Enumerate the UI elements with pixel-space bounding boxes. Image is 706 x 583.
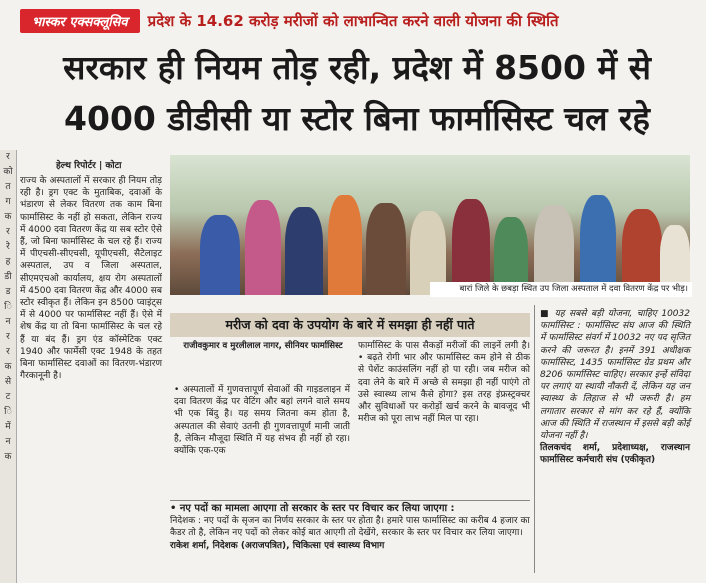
headline-line-2: 4000 डीडीसी या स्टोर बिना फार्मासिस्ट चल रहे — [64, 99, 650, 138]
article-column-1: राज्य के अस्पतालों में सरकार ही नियम तोड़ रही है। ड्रग एक्ट के मुताबिक, दवाओं के भंडारण से लेकर वितरण तक काम बिना फार्मासिस्ट के नहीं हो सकता, लेकिन राज्य में 4000 दवा वितरण केंद्र या सब स्टोर ऐसे हैं, जो बिना फार्मासिस्ट के चल रहे हैं। राज्य में पीएचसी-सीएचसी, यूपीएचसी, सैटेलाइट अस्पताल, उप व जिला अस्पताल, सीएमएचओ कार्यालय, क्षय रोग अस्पतालों में 4500 दवा वितरण केंद्र और 4000 सब स्टोर स्वीकृत हैं। लेकिन इन 8500 प्वाइंट्स में से 4000 पर फार्मासिस्ट नहीं हैं। ऐसे में शेष केंद्र या तो बिना फार्मासिस्ट के चल रहे हैं या बंद हैं। ड्रग एंड कॉस्मेटिक एक्ट 1940 और फार्मेसी एक्ट 1948 के तहत बिना फार्मासिस्ट दवाओं का वितरण-भंडारण गैरकानूनी है। — [20, 176, 162, 382]
strip-glyph: र — [6, 332, 10, 342]
brand-label: भास्कर एक्सक्लूसिव — [20, 9, 140, 33]
strip-glyph: क — [4, 452, 12, 462]
statement-lead: • नए पदों का मामला आएगा तो सरकार के स्तर पर विचार कर लिया जाएगा : — [170, 503, 455, 514]
strip-glyph: र — [6, 227, 10, 237]
strip-glyph: ह — [5, 257, 11, 267]
sidebar-quote — [540, 308, 690, 467]
kicker-text: प्रदेश के 14.62 करोड़ मरीजों को लाभान्वित करने वाली योजना की स्थिति — [147, 12, 559, 30]
strip-glyph: क — [4, 362, 12, 372]
director-statement — [170, 503, 530, 552]
strip-glyph: ि — [4, 407, 12, 417]
statement-signature: राकेश शर्मा, निदेशक (अराजपत्रित), चिकित्सा एवं स्वास्थ्य विभाग — [170, 540, 385, 551]
adjacent-column-strip — [0, 150, 17, 583]
byline-pharmacists: राजीवकुमार व मुरलीलाल नागर, सीनियर फार्मासिस्ट — [183, 341, 343, 351]
section-divider — [170, 500, 530, 501]
strip-glyph: ग — [5, 197, 11, 207]
column-divider — [534, 305, 535, 573]
strip-glyph: र — [6, 347, 10, 357]
strip-glyph: न — [5, 317, 11, 327]
headline-line-1: सरकार ही नियम तोड़ रही, प्रदेश में 8500 में से — [63, 48, 651, 87]
strip-glyph: न — [5, 437, 11, 447]
strip-glyph: रे — [6, 242, 10, 252]
strip-glyph: में — [5, 422, 11, 432]
strip-glyph: को — [3, 167, 13, 177]
strip-glyph: ट — [5, 392, 11, 402]
strip-glyph: क — [4, 212, 12, 222]
article-column-2: • अस्पतालों में गुणवत्तापूर्ण सेवाओं की गाइडलाइन में दवा वितरण केंद्र पर वेटिंग और बहां लगने वाले समय भी एक बिंदु है। यह समय जितना कम होता है, अस्पताल की सेवाएं उतनी ही गुणवत्तापूर्ण मानी जाती है, लेकिन मौजूदा स्थिति में यह संभव ही नहीं हो रहा। क्योंकि एक-एक — [174, 385, 350, 457]
sidebar-signature: तिलकचंद शर्मा, प्रदेशाध्यक्ष, राजस्थान फार्मासिस्ट कर्मचारी संघ (एकीकृत) — [540, 443, 690, 466]
sidebar-text: ■ यह सबसे बड़ी योजना, चाहिए 10032 फार्मासिस्ट : फार्मासिस्ट संघ आज की स्थिति में फार्मासिस्ट संवर्ग में 10032 नए पद सृजित करने की जरूरत है। इनमें 391 अधीक्षक फार्मासिस्ट, 1435 फार्मासिस्ट ग्रेड प्रथम और 8206 फार्मासिस्ट चाहिए। सरकार इन्हें संविदा पर लगाएं या स्थायी नौकरी दें, लेकिन यह जन स्वास्थ्य के लिहाज से भी जरूरी है। हम लगातार सरकार से मांग कर रहे हैं, क्योंकि आज की स्थिति में राजस्थान में इससे बड़ी कोई योजना नहीं है। — [540, 309, 690, 442]
masthead — [20, 8, 559, 34]
hospital-crowd-photo — [170, 155, 690, 295]
strip-glyph: से — [4, 377, 12, 387]
byline: हेल्थ रिपोर्टर | कोटा — [56, 161, 122, 171]
article-column-3: फार्मासिस्ट के पास सैकड़ों मरीजों की लाइनें लगी है। • बढ़ते रोगी भार और फार्मासिस्ट कम होने से ठीक से पेशेंट काउंसलिंग नहीं हो पा रही। जब मरीज को दवा लेने के बारे में अच्छे से समझा ही नहीं पाएंगे तो उसे स्वास्थ्य लाभ कैसे होगा? इस तरह इंफ्रस्ट्रक्चर और सुविधाओं पर करोड़ों खर्च करने के बावजूद भी मरीज को पूरा लाभ नहीं मिल पा रहा। — [358, 341, 530, 425]
strip-glyph: त — [5, 182, 11, 192]
strip-glyph: डी — [4, 272, 12, 282]
subheading: मरीज को दवा के उपयोग के बारे में समझा ही नहीं पाते — [170, 313, 530, 337]
strip-glyph: ड — [5, 287, 11, 297]
strip-glyph: र — [6, 152, 10, 162]
statement-text: निदेशक : नए पदों के सृजन का निर्णय सरकार के स्तर पर होता है। हमारे पास फार्मासिस्ट का करीब 4 हजार का कैडर तो है, लेकिन नए पदों को लेकर कोई बात आएगी तो देखेंगे, सरकार के स्तर पर विचार कर लिया जाएगा। — [170, 516, 530, 539]
photo-caption: बारां जिले के छबड़ा स्थित उप जिला अस्पताल में दवा वितरण केंद्र पर भीड़। — [430, 282, 692, 297]
strip-glyph: ि — [4, 302, 12, 312]
